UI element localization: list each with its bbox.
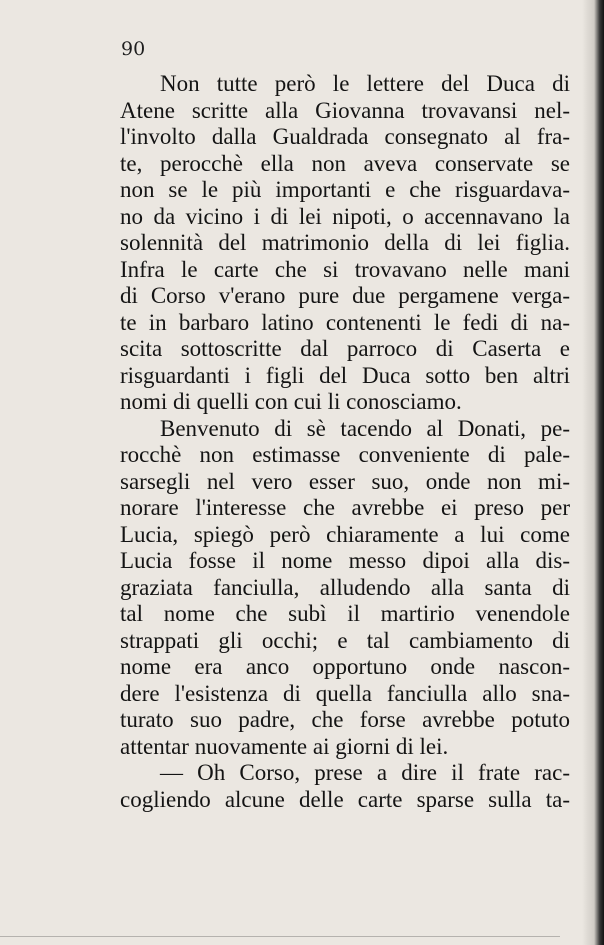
text-line: graziata fanciulla, alludendo alla santa di (120, 574, 570, 600)
page-number: 90 (121, 38, 146, 60)
paragraph-2 (120, 416, 570, 761)
text-line: attentar nuovamente ai giorni di lei. (120, 733, 449, 759)
text-line: te, perocchè ella non aveva conservate se (120, 150, 570, 176)
text-line: nomi di quelli con cui li conosciamo. (120, 389, 462, 414)
text-line: Lucia fosse il nome messo dipoi alla dis- (120, 548, 570, 573)
paragraph-3 (120, 760, 570, 813)
page-bottom-edge (0, 936, 560, 937)
text-line: Lucia, spiegò però chiaramente a lui come (120, 521, 570, 547)
text-line: sarsegli nel vero esser suo, onde non mi- (120, 468, 570, 494)
text-line: non se le più importanti e che risguardava- (120, 177, 570, 202)
text-line: Infra le carte che si trovavano nelle mani (120, 256, 570, 282)
text-line: l'involto dalla Gualdrada consegnato al fra- (120, 124, 570, 149)
page-binding-shadow (582, 0, 604, 945)
text-line: norare l'interesse che avrebbe ei preso per (120, 495, 570, 520)
text-line: Benvenuto di sè tacendo al Donati, pe- (160, 415, 570, 441)
body-text (120, 71, 570, 813)
text-line: cogliendo alcune delle carte sparse sulla ta- (120, 786, 570, 812)
text-line: solennità del matrimonio della di lei figlia. (120, 230, 570, 255)
text-line: Atene scritte alla Giovanna trovavansi nel- (120, 97, 570, 123)
text-line: dere l'esistenza di quella fanciulla allo sna- (120, 680, 570, 706)
text-line: te in barbaro latino contenenti le fedi di na- (120, 309, 570, 335)
text-line: scita sottoscritte dal parroco di Caserta e (120, 336, 570, 361)
text-line: — Oh Corso, prese a dire il frate rac- (160, 760, 570, 785)
text-line: risguardanti i figli del Duca sotto ben altri (120, 362, 570, 388)
text-line: strappati gli occhi; e tal cambiamento di (120, 627, 570, 653)
text-line: di Corso v'erano pure due pergamene verga- (120, 283, 570, 308)
text-line: tal nome che subì il martirio venendole (120, 601, 570, 626)
paragraph-1 (120, 71, 570, 416)
text-line: no da vicino i di lei nipoti, o accennavano la (120, 203, 570, 229)
text-line: nome era anco opportuno onde nascon- (120, 654, 570, 679)
text-line: rocchè non estimasse conveniente di pale- (120, 442, 570, 467)
text-line: turato suo padre, che forse avrebbe potuto (120, 707, 570, 732)
text-line: Non tutte però le lettere del Duca di (160, 71, 570, 96)
